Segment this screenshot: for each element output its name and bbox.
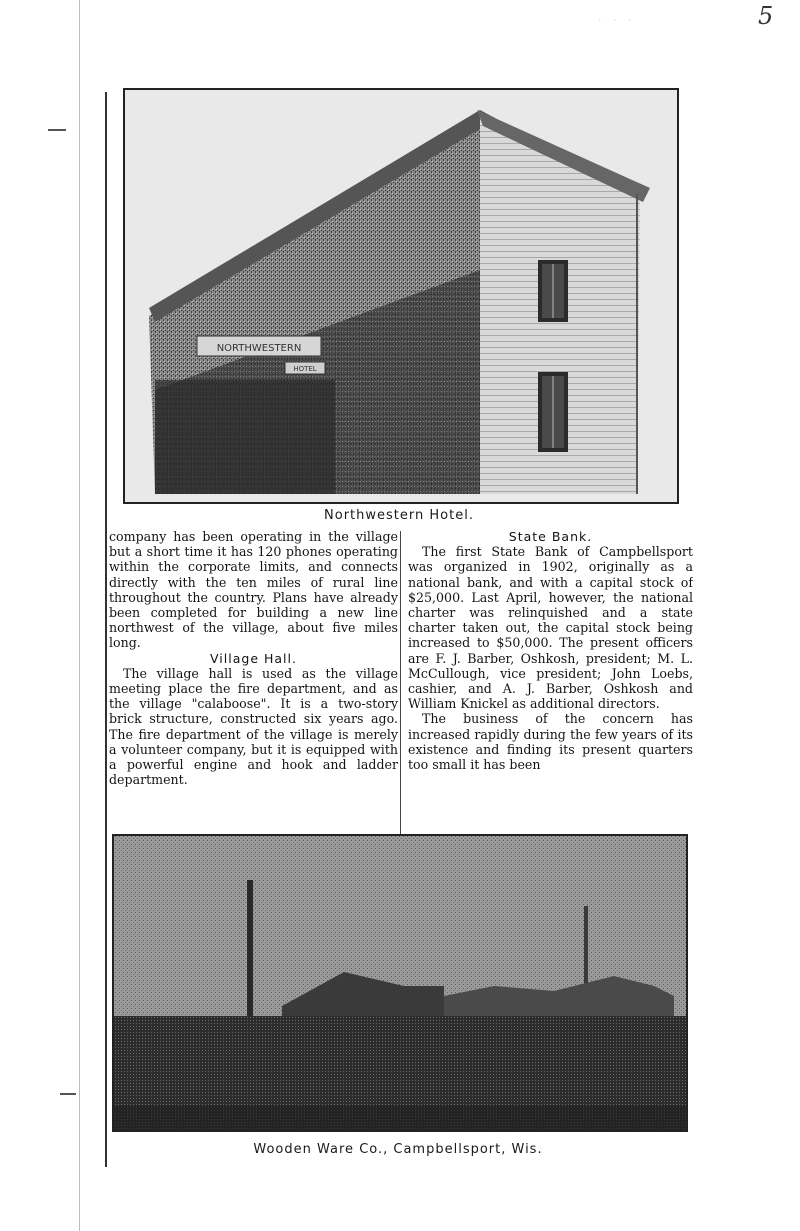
column-rule: [400, 531, 401, 834]
state-bank-paragraph-1: The first State Bank of Campbellsport was organized in 1902, originally as a national bank, and with a capital stock of $25,000. Last April, however, the national charter was relinquished and a state charter taken out, the capital stock being increased to $50,000. The present officers are F. J. Barber, Oshkosh, president; M. L. McCullough, vice president; John Loebs, cashier, and A. J. Barber, Oshkosh and William Knickel as additional directors.: [408, 544, 693, 712]
smokestack-left: [247, 880, 253, 1020]
state-bank-heading: State Bank.: [508, 529, 593, 544]
wooden-ware-caption: Wooden Ware Co., Campbellsport, Wis.: [253, 1142, 543, 1157]
article-left-column: [109, 529, 398, 834]
hotel-sign-text: NORTHWESTERN: [216, 343, 302, 354]
svg-text:HOTEL: HOTEL: [293, 365, 317, 373]
scan-edge-line: [79, 0, 80, 1231]
faint-pencil-mark: · · ·: [598, 14, 636, 27]
page-number: 5: [758, 2, 774, 30]
village-hall-text: The village hall is used as the village meeting place the fire department, and as the village "calaboose". It is a two-story brick structure, constructed six years ago. The fire department of the village is merely a volunteer company, but it is equipped with a powerful engine and hook and ladder department.: [109, 665, 398, 788]
margin-tick-top: [48, 129, 66, 131]
hotel-caption: Northwestern Hotel.: [324, 508, 474, 523]
article-right-column: [408, 529, 693, 834]
left-continued-text: company has been operating in the village but a short time it has 120 phones operating within the corporate limits, and connects directly with the ten miles of rural line throughout the country. Plans have already been completed for building a new line northwest of the village, about five miles long.: [109, 529, 398, 651]
wooden-ware-photo: [112, 834, 688, 1132]
state-bank-paragraph-2: The business of the concern has increased rapidly during the few years of its existence and finding its present quarters too small it has been: [408, 711, 693, 773]
village-hall-heading: Village Hall.: [210, 650, 297, 666]
margin-tick-bottom: [60, 1093, 76, 1095]
hotel-photo: [123, 88, 679, 504]
porch-shadow: [155, 380, 335, 494]
